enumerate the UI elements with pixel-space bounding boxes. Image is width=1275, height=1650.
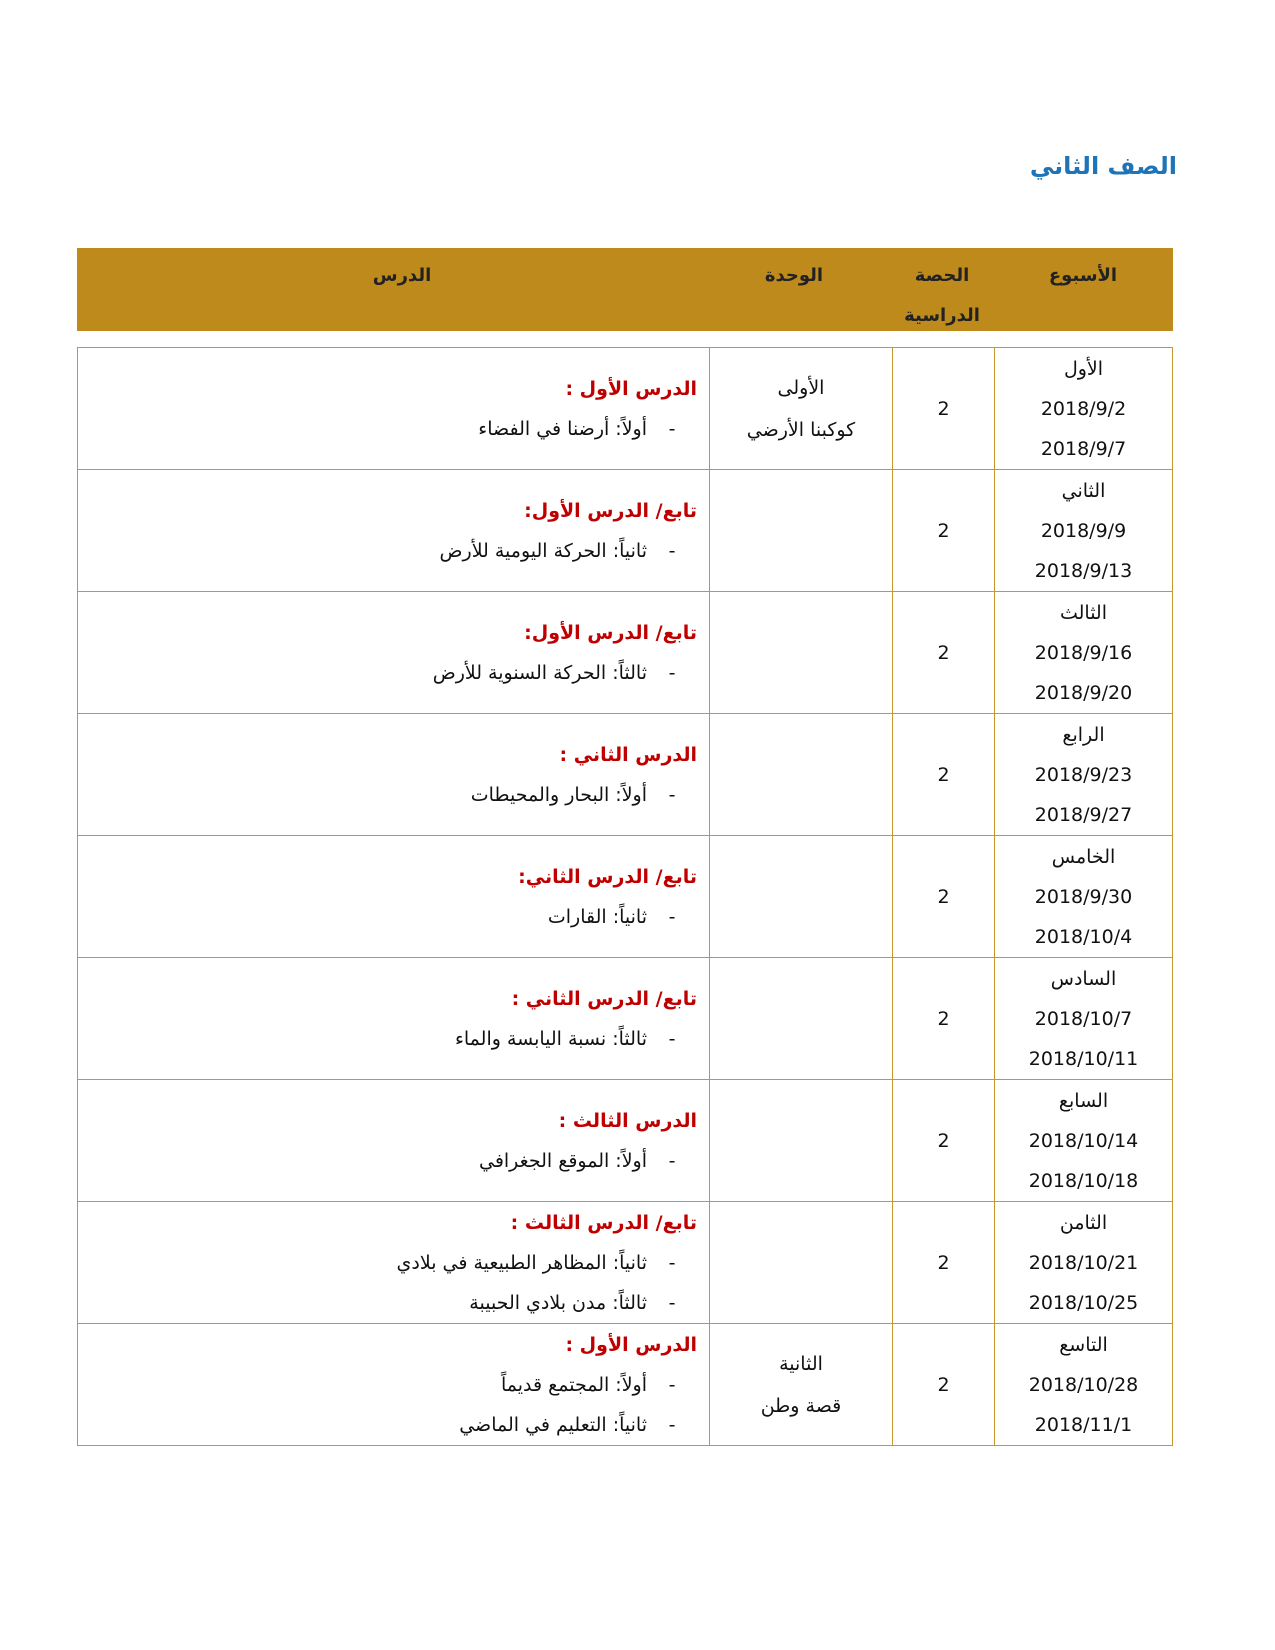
lesson-item-text: ثانياً: المظاهر الطبيعية في بلادي [396, 1251, 647, 1274]
week-end: 2018/11/1 [1034, 1413, 1133, 1436]
week-name: السادس [1050, 967, 1117, 990]
lesson-item: -ثالثاً: مدن بلادي الحبيبة [469, 1291, 676, 1314]
table-row [78, 1202, 1173, 1324]
week-end: 2018/9/20 [1034, 681, 1133, 704]
lesson-heading: تابع/ الدرس الثاني : [511, 987, 697, 1010]
header-periods [889, 256, 995, 336]
week-start: 2018/9/30 [1034, 885, 1133, 908]
lesson-cell [78, 592, 710, 714]
lesson-item-text: أولاً: المجتمع قديماً [500, 1373, 647, 1396]
lesson-item: -ثالثاً: نسبة اليابسة والماء [454, 1027, 676, 1050]
header-periods-line2: الدراسية [904, 305, 980, 326]
week-cell [995, 1080, 1173, 1202]
periods-cell: 2 [893, 470, 995, 592]
lesson-heading: الدرس الأول : [565, 377, 697, 400]
periods-cell: 2 [893, 836, 995, 958]
lesson-cell [78, 836, 710, 958]
week-cell [995, 836, 1173, 958]
lesson-item-text: ثانياً: القارات [547, 905, 647, 928]
lesson-item-text: أولاً: البحار والمحيطات [470, 783, 647, 806]
lesson-item-text: أولاً: الموقع الجغرافي [478, 1149, 647, 1172]
table-row [78, 592, 1173, 714]
lesson-heading: تابع/ الدرس الأول: [524, 621, 697, 644]
unit-cell [710, 470, 893, 592]
unit-cell [710, 714, 893, 836]
header-lesson: الدرس [372, 265, 432, 286]
lesson-item-text: ثالثاً: مدن بلادي الحبيبة [469, 1291, 647, 1314]
periods-cell: 2 [893, 592, 995, 714]
unit-number: الأولى [777, 376, 825, 399]
lesson-item-text: أولاً: أرضنا في الفضاء [478, 417, 647, 440]
table-row [78, 714, 1173, 836]
week-cell [995, 348, 1173, 470]
lesson-item-text: ثانياً: التعليم في الماضي [459, 1413, 647, 1436]
unit-number: الثانية [779, 1352, 823, 1375]
lesson-item: -أولاً: المجتمع قديماً [500, 1373, 676, 1396]
week-start: 2018/9/16 [1034, 641, 1133, 664]
unit-title: كوكبنا الأرضي [746, 418, 856, 441]
lesson-cell [78, 958, 710, 1080]
lesson-item: -أولاً: البحار والمحيطات [470, 783, 676, 806]
lesson-item: -ثانياً: المظاهر الطبيعية في بلادي [396, 1251, 676, 1274]
header-unit: الوحدة [764, 265, 824, 286]
page-title: الصف الثاني [1029, 152, 1177, 180]
lesson-heading: تابع/ الدرس الأول: [524, 499, 697, 522]
lesson-heading: الدرس الثالث : [558, 1109, 697, 1132]
week-name: الثاني [1061, 479, 1106, 502]
week-end: 2018/10/4 [1034, 925, 1133, 948]
week-name: الثامن [1059, 1211, 1108, 1234]
lesson-cell [78, 1080, 710, 1202]
unit-cell [710, 592, 893, 714]
unit-title: قصة وطن [760, 1394, 842, 1417]
schedule-table [77, 347, 1173, 1446]
lesson-cell [78, 348, 710, 470]
lesson-cell [78, 1324, 710, 1446]
lesson-heading: تابع/ الدرس الثالث : [510, 1211, 697, 1234]
table-header [77, 248, 1173, 331]
periods-cell: 2 [893, 958, 995, 1080]
week-name: الثالث [1059, 601, 1108, 624]
table-row [78, 836, 1173, 958]
unit-cell [710, 1080, 893, 1202]
header-periods-line1: الحصة [914, 265, 970, 286]
week-name: السابع [1058, 1089, 1109, 1112]
week-name: التاسع [1059, 1333, 1108, 1356]
periods-cell: 2 [893, 714, 995, 836]
lesson-item: -أولاً: الموقع الجغرافي [478, 1149, 676, 1172]
lesson-item-text: ثانياً: الحركة اليومية للأرض [439, 539, 647, 562]
lesson-heading: الدرس الثاني : [559, 743, 697, 766]
week-start: 2018/9/9 [1040, 519, 1127, 542]
week-start: 2018/10/7 [1034, 1007, 1133, 1030]
table-row [78, 958, 1173, 1080]
week-cell [995, 958, 1173, 1080]
periods-cell: 2 [893, 1080, 995, 1202]
week-start: 2018/10/28 [1028, 1373, 1139, 1396]
lesson-item-text: ثالثاً: نسبة اليابسة والماء [454, 1027, 647, 1050]
periods-cell: 2 [893, 1202, 995, 1324]
week-end: 2018/9/27 [1034, 803, 1133, 826]
week-end: 2018/9/13 [1034, 559, 1133, 582]
lesson-item: -ثانياً: القارات [547, 905, 676, 928]
week-end: 2018/10/11 [1028, 1047, 1139, 1070]
header-week: الأسبوع [1048, 265, 1118, 286]
week-name: الخامس [1051, 845, 1116, 868]
lesson-heading: الدرس الأول : [565, 1333, 697, 1356]
week-end: 2018/10/25 [1028, 1291, 1139, 1314]
table-row [78, 470, 1173, 592]
table-row [78, 348, 1173, 470]
week-start: 2018/9/2 [1040, 397, 1127, 420]
lesson-cell [78, 470, 710, 592]
week-start: 2018/9/23 [1034, 763, 1133, 786]
unit-cell [710, 1324, 893, 1446]
lesson-cell [78, 714, 710, 836]
unit-cell [710, 348, 893, 470]
table-row [78, 1080, 1173, 1202]
lesson-item-text: ثالثاً: الحركة السنوية للأرض [432, 661, 647, 684]
lesson-cell [78, 1202, 710, 1324]
week-name: الرابع [1062, 723, 1105, 746]
unit-cell [710, 836, 893, 958]
week-end: 2018/10/18 [1028, 1169, 1139, 1192]
lesson-item: -ثالثاً: الحركة السنوية للأرض [432, 661, 676, 684]
unit-cell [710, 958, 893, 1080]
lesson-item: -أولاً: أرضنا في الفضاء [478, 417, 676, 440]
week-cell [995, 470, 1173, 592]
week-cell [995, 1202, 1173, 1324]
periods-cell: 2 [893, 1324, 995, 1446]
week-cell [995, 592, 1173, 714]
lesson-item: -ثانياً: التعليم في الماضي [459, 1413, 676, 1436]
week-cell [995, 714, 1173, 836]
periods-cell: 2 [893, 348, 995, 470]
unit-cell [710, 1202, 893, 1324]
lesson-item: -ثانياً: الحركة اليومية للأرض [439, 539, 676, 562]
week-start: 2018/10/14 [1028, 1129, 1139, 1152]
lesson-heading: تابع/ الدرس الثاني: [518, 865, 697, 888]
week-end: 2018/9/7 [1040, 437, 1127, 460]
week-start: 2018/10/21 [1028, 1251, 1139, 1274]
week-cell [995, 1324, 1173, 1446]
table-row [78, 1324, 1173, 1446]
week-name: الأول [1063, 357, 1104, 380]
